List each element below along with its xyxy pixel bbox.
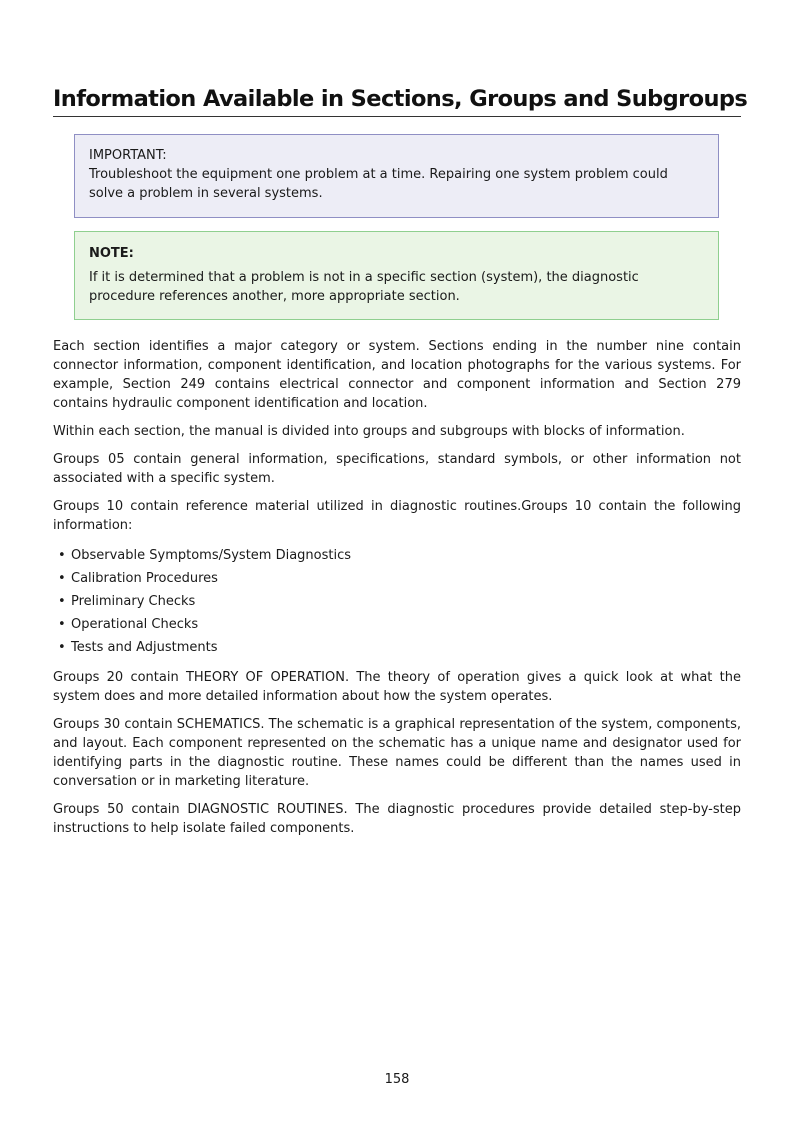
note-label: NOTE:	[89, 246, 134, 261]
bullet-icon: •	[58, 571, 66, 586]
paragraph-groups-50: Groups 50 contain DIAGNOSTIC ROUTINES. The diagnostic procedures provide detailed step-by-step instructions to help isolate failed components.	[53, 802, 741, 836]
list-item	[53, 613, 741, 636]
page-title: Information Available in Sections, Groups and Subgroups	[53, 86, 741, 117]
paragraph-groups-30: Groups 30 contain SCHEMATICS. The schematic is a graphical representation of the system, components, and layout. Each component represented on the schematic has a unique name and designator used for identifying parts in the diagnostic routine. These names could be different than the names used in conversation or in marketing literature.	[53, 717, 741, 789]
groups-10-list	[53, 544, 741, 659]
bullet-icon: •	[58, 594, 66, 609]
note-notice	[74, 231, 719, 320]
list-item-text: Tests and Adjustments	[71, 640, 218, 655]
paragraph-groups-10: Groups 10 contain reference material utilized in diagnostic routines.Groups 10 contain the following information:	[53, 499, 741, 533]
important-notice	[74, 134, 719, 218]
important-text: Troubleshoot the equipment one problem at a time. Repairing one system problem could solve a problem in several systems.	[89, 167, 668, 201]
list-item	[53, 567, 741, 590]
paragraph-groups-subgroups: Within each section, the manual is divided into groups and subgroups with blocks of information.	[53, 424, 685, 439]
page-number: 158	[384, 1072, 410, 1087]
bullet-icon: •	[58, 617, 66, 632]
body-text	[53, 337, 741, 838]
important-label: IMPORTANT:	[89, 148, 167, 163]
list-item-text: Preliminary Checks	[71, 594, 196, 609]
paragraph-groups-20: Groups 20 contain THEORY OF OPERATION. The theory of operation gives a quick look at what the system does and more detailed information about how the system operates.	[53, 670, 741, 704]
note-text: If it is determined that a problem is not in a specific section (system), the diagnostic procedure references another, more appropriate section.	[89, 270, 639, 304]
list-item	[53, 590, 741, 613]
list-item-text: Calibration Procedures	[71, 571, 218, 586]
list-item	[53, 544, 741, 567]
page-content	[53, 86, 748, 847]
bullet-icon: •	[58, 548, 66, 563]
paragraph-groups-05: Groups 05 contain general information, specifications, standard symbols, or other information not associated with a specific system.	[53, 452, 741, 486]
list-item-text: Operational Checks	[71, 617, 199, 632]
paragraph-sections: Each section identifies a major category or system. Sections ending in the number nine contain connector information, component identification, and location photographs for the various systems. For example, Section 249 contains electrical connector and component information and Section 279 contains hydraulic component identification and location.	[53, 339, 741, 411]
list-item	[53, 636, 741, 659]
bullet-icon: •	[58, 640, 66, 655]
list-item-text: Observable Symptoms/System Diagnostics	[71, 548, 352, 563]
